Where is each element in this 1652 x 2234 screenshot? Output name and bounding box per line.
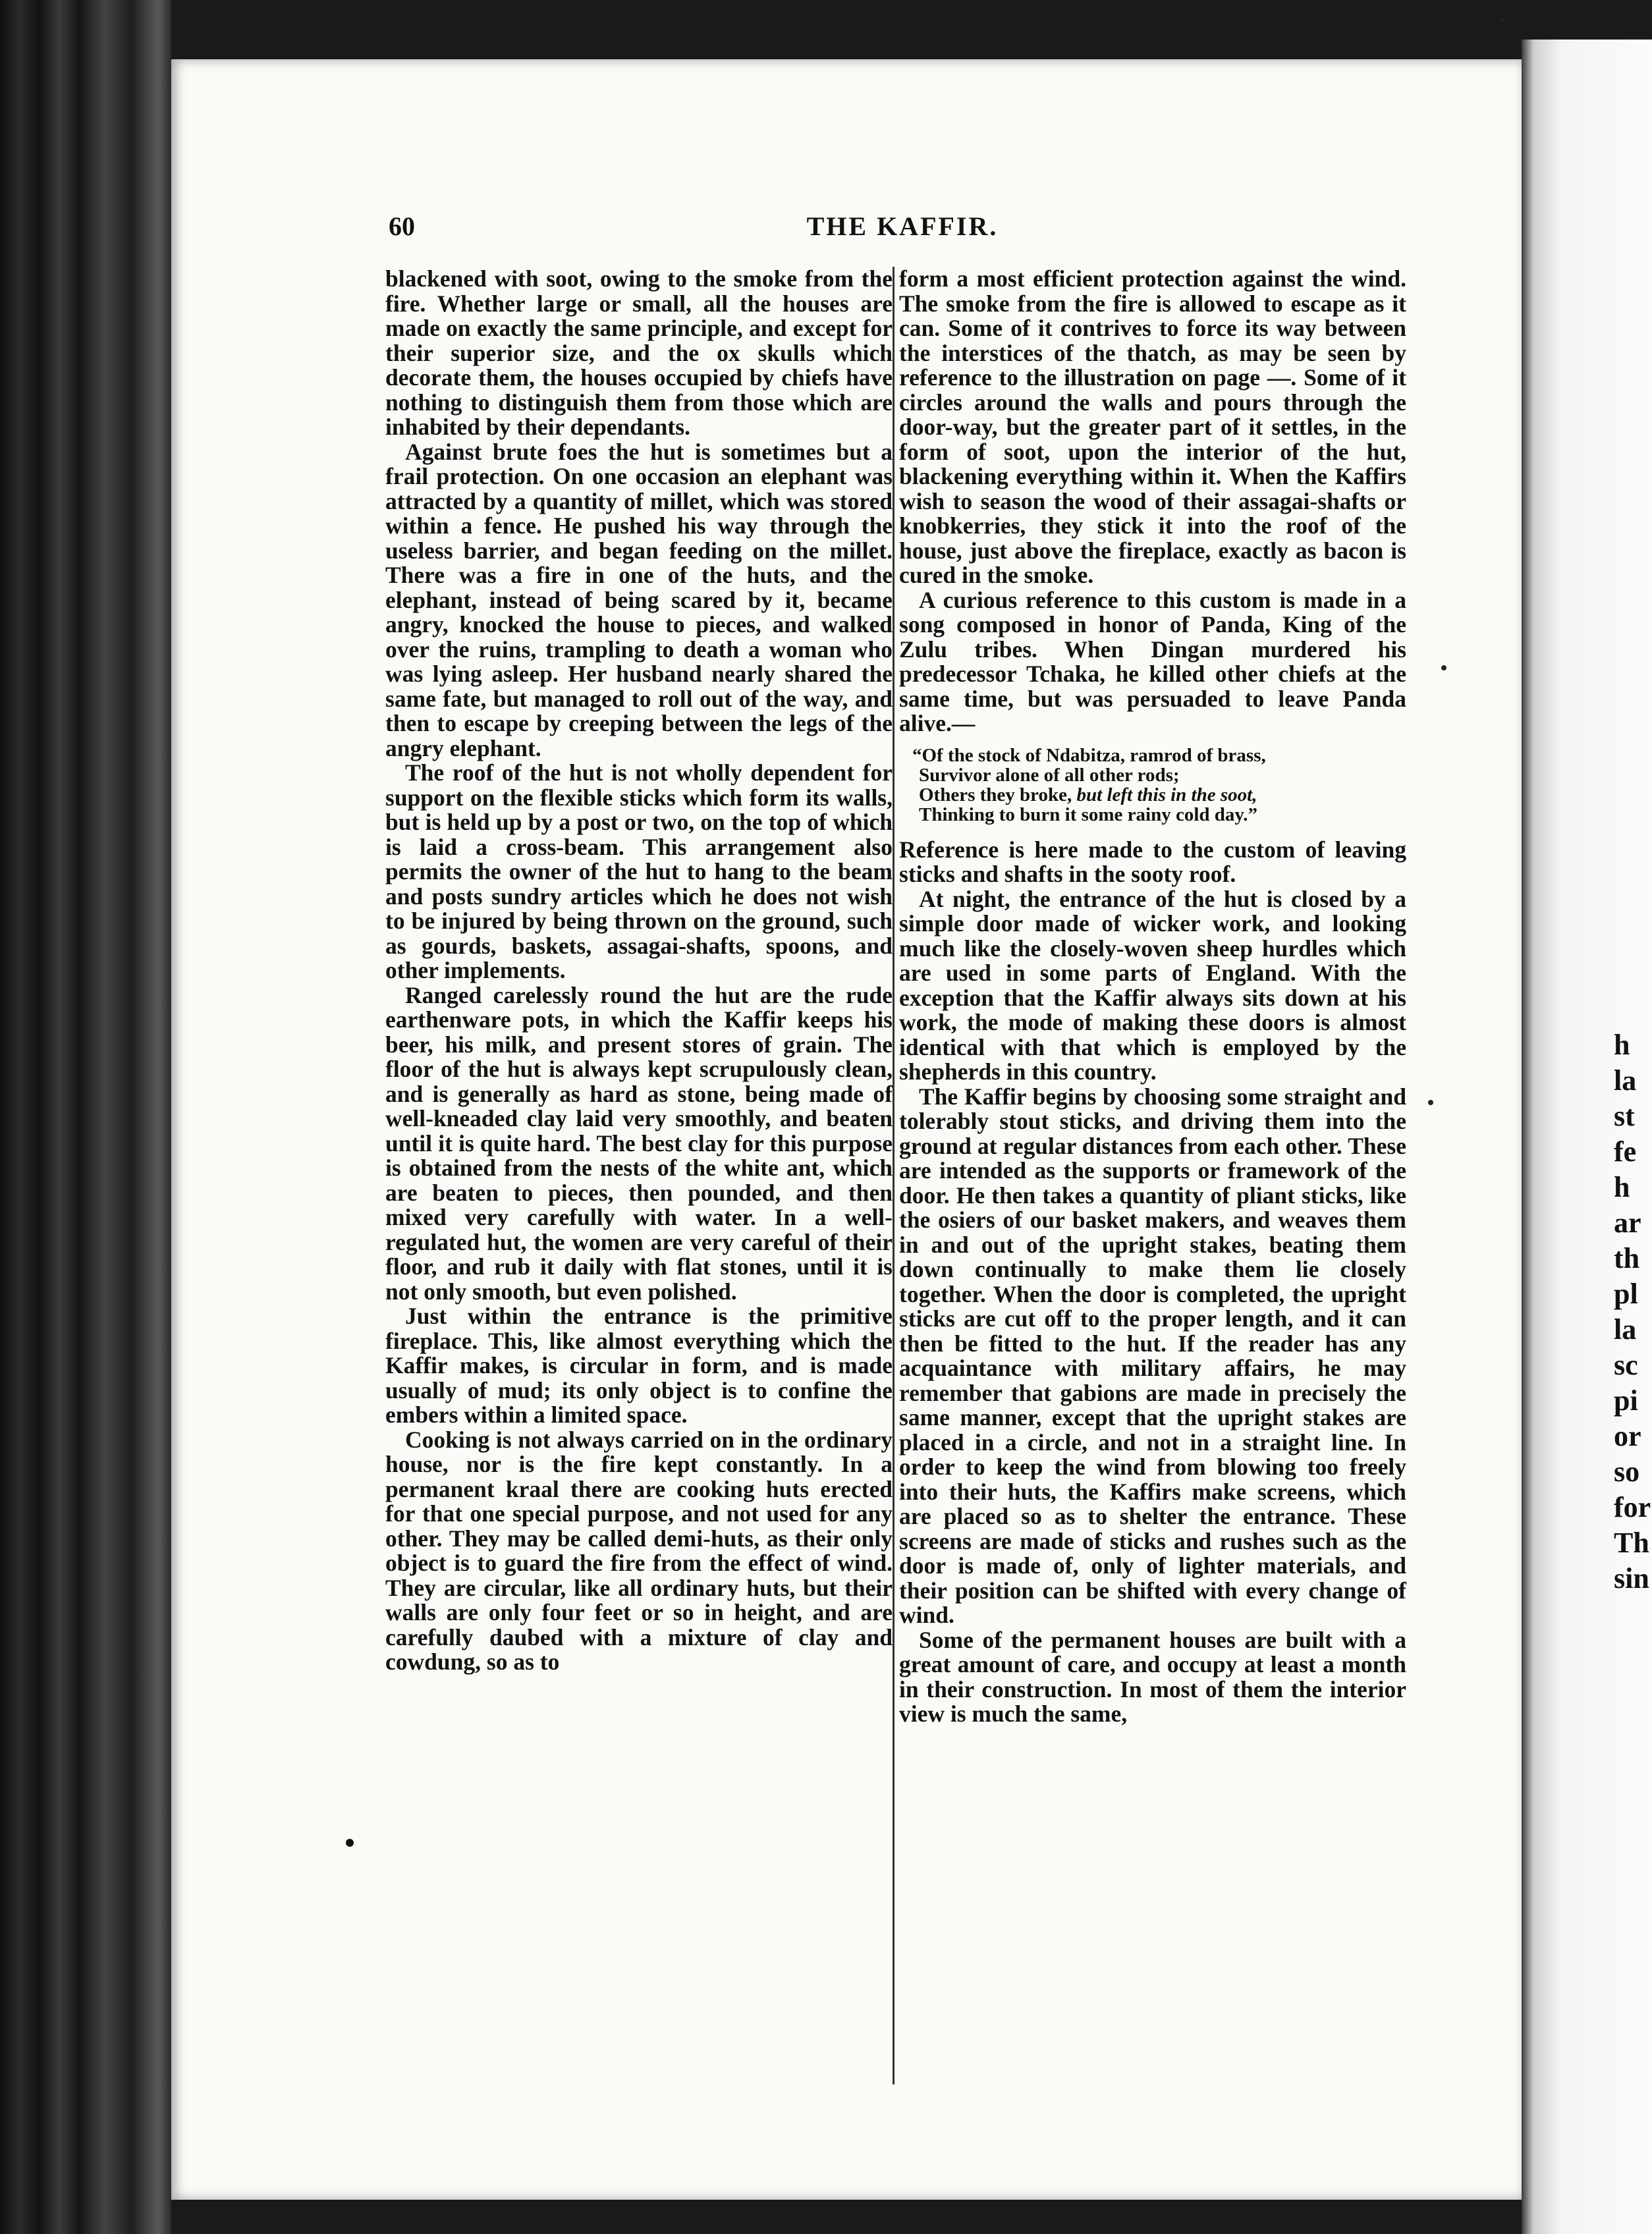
paragraph: The Kaffir begins by choosing some straight and tolerably stout sticks, and driving them into the ground at regular distances from each other. These are intended as the supports or framework of the door. He then takes a quantity of pliant sticks, like the osiers of our basket makers, and weaves them in and out of the upright stakes, beating them down continually to make them lie closely together. When the door is completed, the upright sticks are cut off to the proper length, and it can then be fitted to the hut. If the reader has any acquaintance with military affairs, he may remember that gabions are made in precisely the same manner, except that the upright stakes are placed in a circle, and not in a straight line. In order to keep the wind from blowing too freely into their huts, the Kaffirs make screens, which are placed so as to shelter the entrance. These screens are made of sticks and rushes such as the door is made of, only of lighter materials, and their position can be shifted with every change of wind. [899, 1083, 1406, 1628]
running-title: THE KAFFIR. [806, 211, 999, 241]
paragraph: blackened with soot, owing to the smoke from the fire. Whether large or small, all the houses are made on exactly the same principle, and except for their superior size, and the ox skulls which decorate them, the houses occupied by chiefs have nothing to distinguish them from those which are inhabited by their dependants. [385, 265, 893, 440]
margin-bullet-mark [346, 1839, 354, 1847]
ink-speck [1428, 1100, 1433, 1105]
left-column [385, 267, 893, 1675]
edge-fragment: or [1614, 1420, 1641, 1452]
next-page-edge-text [1614, 1027, 1652, 1596]
right-column [899, 267, 1406, 1727]
edge-fragment: sc [1614, 1349, 1638, 1381]
edge-fragment: so [1614, 1456, 1640, 1488]
verse-quote [912, 746, 1406, 825]
edge-fragment: ar [1614, 1207, 1641, 1239]
verse-line-plain: Others they broke, [919, 784, 1077, 805]
edge-fragment: st [1614, 1100, 1635, 1132]
column-divider [893, 267, 895, 2084]
paragraph: A curious reference to this custom is made in a song composed in honor of Panda, King of the Zulu tribes. When Dingan murdered his predecessor Tchaka, he killed other chiefs at the same time, but was persuaded to leave Panda alive.— [899, 586, 1406, 736]
book-binding [0, 0, 171, 2234]
edge-fragment: for [1614, 1491, 1651, 1523]
paragraph: Cooking is not always carried on in the ordinary house, nor is the fire kept constantly. In a permanent kraal there are cooking huts erected for that one special purpose, and not used for any other. They may be called demi-huts, as their only object is to guard the fire from the effect of wind. They are circular, like all ordinary huts, but their walls are only four feet or so in height, and are carefully daubed with a mixture of clay and cowdung, so as to [385, 1426, 893, 1675]
paragraph: At night, the entrance of the hut is closed by a simple door made of wicker work, and looking much like the closely-woven sheep hurdles which are used in some parts of England. With the exception that the Kaffir always sits down at his work, the mode of making these doors is almost identical with that which is employed by the shepherds in this country. [899, 885, 1406, 1085]
edge-fragment: la [1614, 1313, 1637, 1346]
edge-fragment: pi [1614, 1384, 1638, 1417]
ink-speck [1441, 665, 1446, 670]
paragraph: form a most efficient protection against the wind. The smoke from the fire is allowed to escape as it can. Some of it contrives to force its way between the interstices of the thatch, as may be seen by reference to the illustration on page —. Some of it circles around the walls and pours through the door-way, but the greater part of it settles, in the form of soot, upon the interior of the hut, blackening everything within it. When the Kaffirs wish to season the wood of their assagai-shafts or knobkerries, they stick it into the roof of the house, just above the fireplace, exactly as bacon is cured in the smoke. [899, 265, 1406, 588]
edge-fragment: la [1614, 1064, 1637, 1097]
verse-line: Thinking to burn it some rainy cold day.” [919, 804, 1258, 825]
next-page-edge [1522, 40, 1652, 2234]
paragraph: The roof of the hut is not wholly dependent for support on the flexible sticks which form its walls, but is held up by a post or two, on the top of which is laid a cross-beam. This arrangement also permits the owner of the hut to hang to the beam and posts sundry articles which he does not wish to be injured by being thrown on the ground, such as gourds, baskets, assagai-shafts, spoons, and other implements. [385, 759, 893, 983]
paragraph: Against brute foes the hut is sometimes but a frail protection. On one occasion an elephant was attracted by a quantity of millet, which was stored within a fence. He pushed his way through the useless barrier, and began feeding on the millet. There was a fire in one of the huts, and the elephant, instead of being scared by it, became angry, knocked the house to pieces, and walked over the ruins, trampling to death a woman who was lying asleep. Her husband nearly shared the same fate, but managed to roll out of the way, and then to escape by creeping between the legs of the angry elephant. [385, 438, 893, 761]
verse-line [912, 785, 1406, 805]
corner-mark: · [1499, 7, 1507, 34]
paragraph: Ranged carelessly round the hut are the rude earthenware pots, in which the Kaffir keeps his beer, his milk, and present stores of grain. The floor of the hut is always kept scrupulously clean, and is generally as hard as stone, being made of well-kneaded clay laid very smoothly, and beaten until it is quite hard. The best clay for this purpose is obtained from the nests of the white ant, which are beaten to pieces, then pounded, and then mixed very carefully with water. In a well-regulated hut, the women are very careful of their floor, and rub it daily with flat stones, until it is not only smooth, but even polished. [385, 981, 893, 1305]
edge-fragment: th [1614, 1242, 1640, 1274]
page-header [389, 211, 1416, 250]
edge-fragment: Th [1614, 1527, 1649, 1559]
edge-fragment: sin [1614, 1562, 1649, 1594]
verse-line-italic: but left this in the soot, [1076, 784, 1257, 805]
verse-line: “Of the stock of Ndabitza, ramrod of brass, [912, 744, 1266, 766]
edge-fragment: pl [1614, 1278, 1638, 1310]
paragraph: Reference is here made to the custom of leaving sticks and shafts in the sooty roof. [899, 836, 1406, 887]
paragraph: Just within the entrance is the primitive fireplace. This, like almost everything which the Kaffir makes, is circular in form, and is made usually of mud; its only object is to confine the embers within a limited space. [385, 1303, 893, 1428]
paragraph: Some of the permanent houses are built with a great amount of care, and occupy at least a month in their construction. In most of them the interior view is much the same, [899, 1626, 1406, 1727]
edge-fragment: fe [1614, 1135, 1637, 1168]
edge-fragment: h [1614, 1029, 1630, 1061]
edge-fragment: h [1614, 1171, 1630, 1203]
verse-line: Survivor alone of all other rods; [919, 764, 1180, 786]
page-number: 60 [389, 211, 415, 241]
